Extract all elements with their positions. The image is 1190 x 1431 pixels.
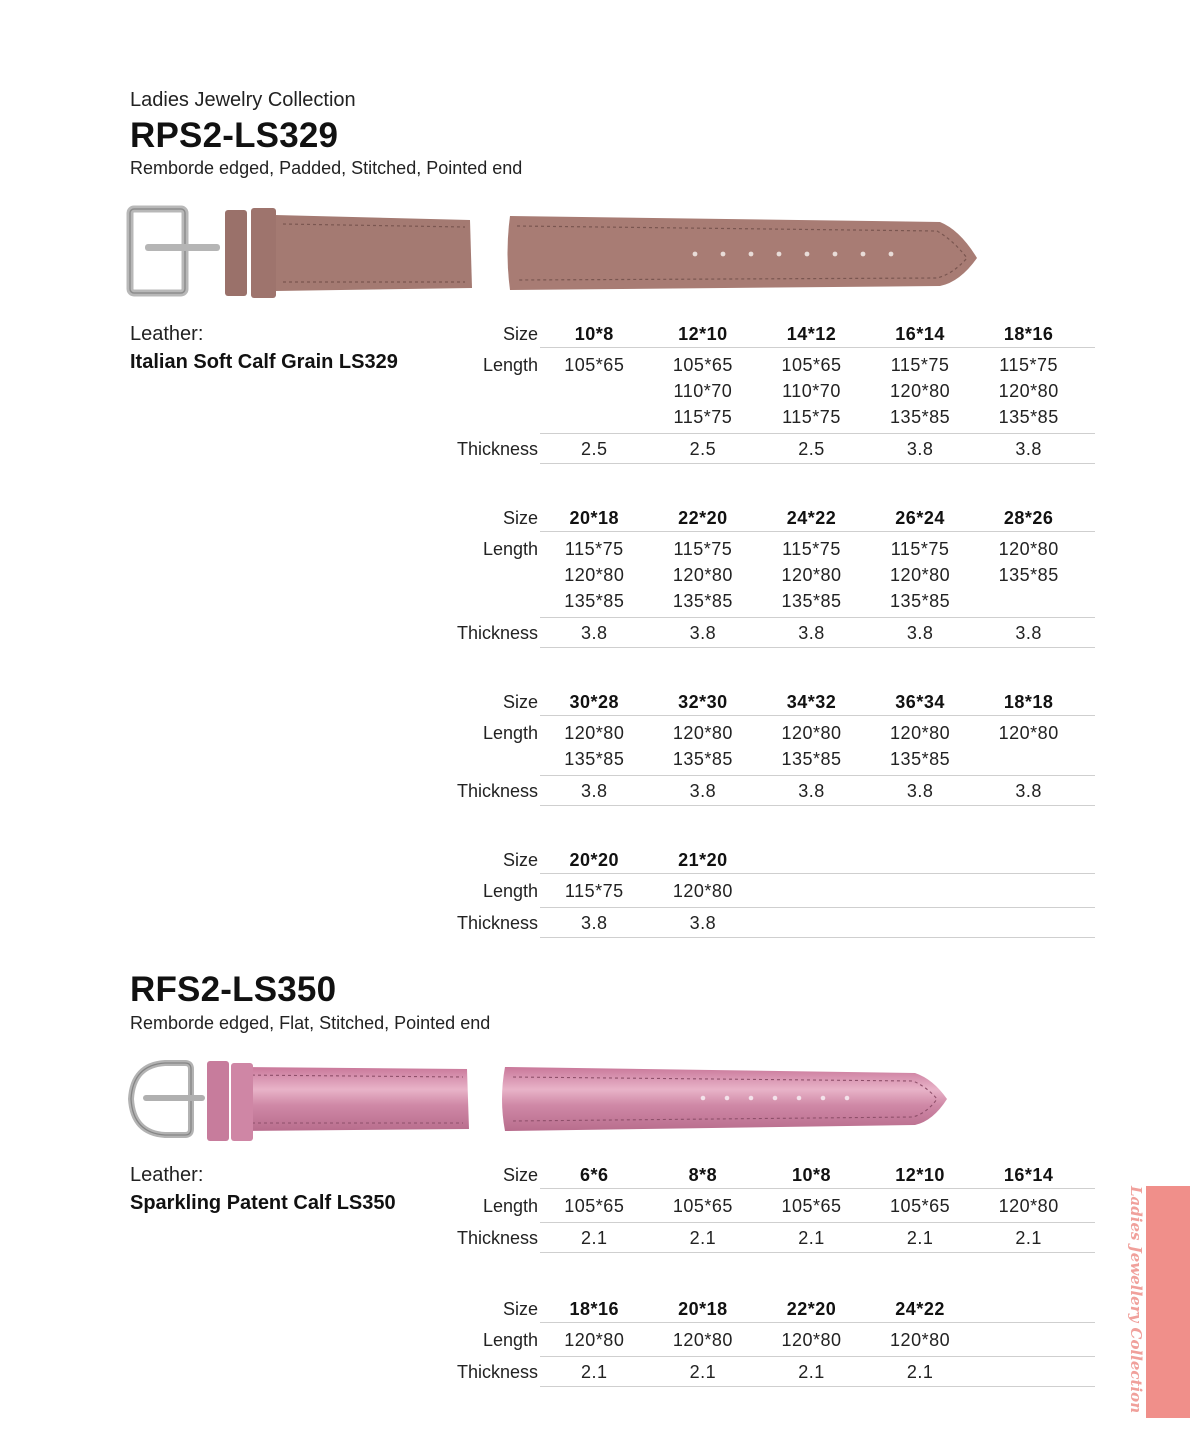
length-value: 110*70 <box>782 381 841 401</box>
row-label: Thickness <box>456 439 538 459</box>
thickness-cell: 2.1 <box>581 1228 608 1248</box>
leather-label-2: Leather: <box>130 1164 204 1186</box>
spec-block <box>440 846 1095 938</box>
thickness-cell: 3.8 <box>906 623 934 643</box>
buckle-strap-piece-1 <box>130 208 472 298</box>
length-cell <box>649 720 758 772</box>
spec-block <box>440 504 1095 648</box>
length-value: 105*65 <box>564 1196 625 1216</box>
length-cell <box>757 536 866 614</box>
length-value: 135*85 <box>672 591 733 611</box>
length-cell <box>866 1193 975 1219</box>
length-value: 135*85 <box>890 749 951 769</box>
length-value: 135*85 <box>998 565 1059 585</box>
thickness-cell: 3.8 <box>906 781 934 801</box>
thickness-cell: 2.1 <box>581 1362 608 1382</box>
thickness-cell: 3.8 <box>798 623 825 643</box>
row-label: Thickness <box>456 623 538 643</box>
size-cell: 8*8 <box>688 1165 718 1185</box>
row-label: Length <box>482 539 538 559</box>
length-value: 105*65 <box>781 355 842 375</box>
length-value: 115*75 <box>564 881 624 901</box>
length-value: 105*65 <box>564 355 625 375</box>
length-cell <box>757 1193 866 1219</box>
row-label: Size <box>502 508 538 528</box>
size-cell: 18*18 <box>1003 692 1054 712</box>
length-value: 120*80 <box>781 565 842 585</box>
size-cell: 26*24 <box>895 508 945 528</box>
spec-block <box>440 320 1095 464</box>
row-label: Size <box>502 850 538 870</box>
length-value: 105*65 <box>890 1196 951 1216</box>
size-cell: 36*34 <box>895 692 945 712</box>
length-value: 120*80 <box>781 1330 842 1350</box>
size-row <box>440 320 1095 348</box>
length-value: 120*80 <box>672 723 733 743</box>
product-code-2: RFS2-LS350 <box>130 970 337 1009</box>
length-cell <box>974 720 1083 772</box>
length-value: 135*85 <box>998 407 1059 427</box>
length-value: 120*80 <box>564 723 625 743</box>
length-cell <box>649 878 758 904</box>
leather-name-2: Sparkling Patent Calf LS350 <box>130 1192 396 1214</box>
length-cell <box>540 352 649 430</box>
length-value: 115*75 <box>673 539 733 559</box>
length-cell <box>866 1327 975 1353</box>
length-value: 135*85 <box>564 749 625 769</box>
length-value: 115*75 <box>782 539 841 559</box>
size-cell: 20*18 <box>569 508 620 528</box>
row-label: Thickness <box>456 1228 538 1248</box>
length-value: 105*65 <box>781 1196 842 1216</box>
length-cell <box>974 1193 1083 1219</box>
length-cell <box>649 352 758 430</box>
length-value: 120*80 <box>890 565 951 585</box>
length-value: 110*70 <box>673 381 733 401</box>
thickness-cell: 3.8 <box>689 913 717 933</box>
row-label: Thickness <box>456 913 538 933</box>
spec-table-1 <box>440 320 1095 938</box>
spec-table-2 <box>440 1161 1095 1387</box>
thickness-row <box>440 1223 1095 1253</box>
length-cell <box>649 536 758 614</box>
length-value: 115*75 <box>890 355 950 375</box>
thickness-cell: 3.8 <box>689 623 717 643</box>
length-cell <box>866 352 975 430</box>
leather-label-1: Leather: <box>130 323 204 345</box>
thickness-cell: 2.1 <box>689 1362 717 1382</box>
size-cell: 24*22 <box>786 508 837 528</box>
length-value: 120*80 <box>564 1330 625 1350</box>
length-value: 120*80 <box>998 723 1059 743</box>
length-cell <box>649 1327 758 1353</box>
length-value: 120*80 <box>998 539 1059 559</box>
length-cell <box>866 720 975 772</box>
thickness-cell: 2.5 <box>798 439 825 459</box>
strap-image-1 <box>125 200 985 305</box>
leather-name-1: Italian Soft Calf Grain LS329 <box>130 351 398 373</box>
length-value: 105*65 <box>672 1196 733 1216</box>
thickness-cell: 3.8 <box>581 913 608 933</box>
size-cell: 10*8 <box>574 324 614 344</box>
size-cell: 24*22 <box>895 1299 945 1319</box>
row-label: Length <box>482 1330 538 1350</box>
length-value: 135*85 <box>781 749 842 769</box>
length-value: 120*80 <box>890 723 951 743</box>
row-label: Thickness <box>456 781 538 801</box>
thickness-cell: 3.8 <box>581 623 608 643</box>
thickness-cell: 3.8 <box>1015 781 1042 801</box>
thickness-cell: 3.8 <box>798 781 825 801</box>
size-cell: 16*14 <box>895 324 945 344</box>
product-description-2: Remborde edged, Flat, Stitched, Pointed end <box>130 1013 491 1033</box>
size-cell: 30*28 <box>569 692 620 712</box>
side-tab-text: Ladies Jewellery Collection <box>1127 1186 1145 1414</box>
size-cell: 10*8 <box>791 1165 831 1185</box>
row-label: Size <box>502 324 538 344</box>
size-cell: 12*10 <box>895 1165 945 1185</box>
row-label: Length <box>482 355 538 375</box>
size-row <box>440 688 1095 716</box>
length-value: 135*85 <box>890 407 951 427</box>
size-cell: 20*18 <box>678 1299 728 1319</box>
length-value: 120*80 <box>672 1330 733 1350</box>
length-value: 120*80 <box>564 565 625 585</box>
thickness-row <box>440 908 1095 938</box>
product-code-1: RPS2-LS329 <box>130 116 339 155</box>
length-cell <box>540 1193 649 1219</box>
length-cell <box>974 536 1083 614</box>
length-cell <box>757 1327 866 1353</box>
length-cell <box>540 1327 649 1353</box>
row-label: Size <box>502 1299 538 1319</box>
spec-block <box>440 1295 1095 1387</box>
thickness-cell: 2.1 <box>906 1228 934 1248</box>
row-label: Length <box>482 1196 538 1216</box>
length-cell <box>757 352 866 430</box>
length-value: 135*85 <box>890 591 951 611</box>
length-cell <box>540 536 649 614</box>
size-cell: 21*20 <box>678 850 728 870</box>
size-cell: 16*14 <box>1003 1165 1054 1185</box>
thickness-cell: 3.8 <box>689 781 717 801</box>
size-row <box>440 1295 1095 1323</box>
length-cell <box>866 536 975 614</box>
thickness-row <box>440 1357 1095 1387</box>
length-row <box>440 1189 1095 1223</box>
size-cell: 18*16 <box>569 1299 620 1319</box>
buckle-strap-piece-2 <box>131 1061 469 1141</box>
length-value: 120*80 <box>672 565 733 585</box>
thickness-cell: 3.8 <box>581 781 608 801</box>
row-label: Length <box>482 881 538 901</box>
thickness-cell: 2.1 <box>1015 1228 1042 1248</box>
size-row <box>440 504 1095 532</box>
length-row <box>440 532 1095 618</box>
length-cell <box>649 1193 758 1219</box>
length-value: 115*75 <box>999 355 1059 375</box>
size-cell: 18*16 <box>1003 324 1054 344</box>
row-label: Size <box>502 692 538 712</box>
thickness-cell: 2.5 <box>581 439 608 459</box>
strap-image-2 <box>125 1055 985 1145</box>
collection-heading: Ladies Jewelry Collection <box>130 89 356 111</box>
length-value: 120*80 <box>998 1196 1059 1216</box>
length-value: 115*75 <box>890 539 950 559</box>
length-row <box>440 1323 1095 1357</box>
length-value: 135*85 <box>672 749 733 769</box>
size-cell: 12*10 <box>678 324 728 344</box>
size-row <box>440 1161 1095 1189</box>
size-cell: 22*20 <box>786 1299 837 1319</box>
length-row <box>440 716 1095 776</box>
product-description-1: Remborde edged, Padded, Stitched, Pointed end <box>130 158 523 178</box>
row-label: Thickness <box>456 1362 538 1382</box>
row-label: Size <box>502 1165 538 1185</box>
length-value: 115*75 <box>564 539 624 559</box>
length-value: 135*85 <box>781 591 842 611</box>
thickness-cell: 2.5 <box>689 439 717 459</box>
length-cell <box>974 352 1083 430</box>
length-row <box>440 874 1095 908</box>
size-cell: 34*32 <box>786 692 837 712</box>
length-value: 115*75 <box>673 407 733 427</box>
thickness-cell: 2.1 <box>906 1362 934 1382</box>
thickness-cell: 3.8 <box>1015 623 1042 643</box>
thickness-cell: 2.1 <box>798 1228 825 1248</box>
size-cell: 22*20 <box>678 508 728 528</box>
spec-block <box>440 688 1095 806</box>
size-cell: 20*20 <box>569 850 620 870</box>
side-tab-marker <box>1146 1186 1190 1418</box>
length-row <box>440 348 1095 434</box>
size-cell: 6*6 <box>580 1165 609 1185</box>
thickness-row <box>440 618 1095 648</box>
length-cell <box>540 720 649 772</box>
tip-strap-piece-2 <box>502 1067 947 1131</box>
length-value: 120*80 <box>781 723 842 743</box>
length-value: 135*85 <box>564 591 625 611</box>
length-value: 120*80 <box>890 1330 951 1350</box>
size-cell: 14*12 <box>786 324 837 344</box>
length-value: 115*75 <box>782 407 841 427</box>
thickness-cell: 3.8 <box>1015 439 1042 459</box>
thickness-row <box>440 434 1095 464</box>
length-value: 120*80 <box>998 381 1059 401</box>
size-cell: 32*30 <box>678 692 728 712</box>
length-value: 105*65 <box>672 355 733 375</box>
thickness-cell: 2.1 <box>798 1362 825 1382</box>
length-value: 120*80 <box>890 381 951 401</box>
size-cell: 28*26 <box>1003 508 1054 528</box>
tip-strap-piece-1 <box>508 216 978 290</box>
length-value: 120*80 <box>672 881 733 901</box>
spec-block <box>440 1161 1095 1253</box>
size-row <box>440 846 1095 874</box>
thickness-cell: 3.8 <box>906 439 934 459</box>
length-cell <box>540 878 649 904</box>
thickness-cell: 2.1 <box>689 1228 717 1248</box>
row-label: Length <box>482 723 538 743</box>
length-cell <box>757 720 866 772</box>
thickness-row <box>440 776 1095 806</box>
